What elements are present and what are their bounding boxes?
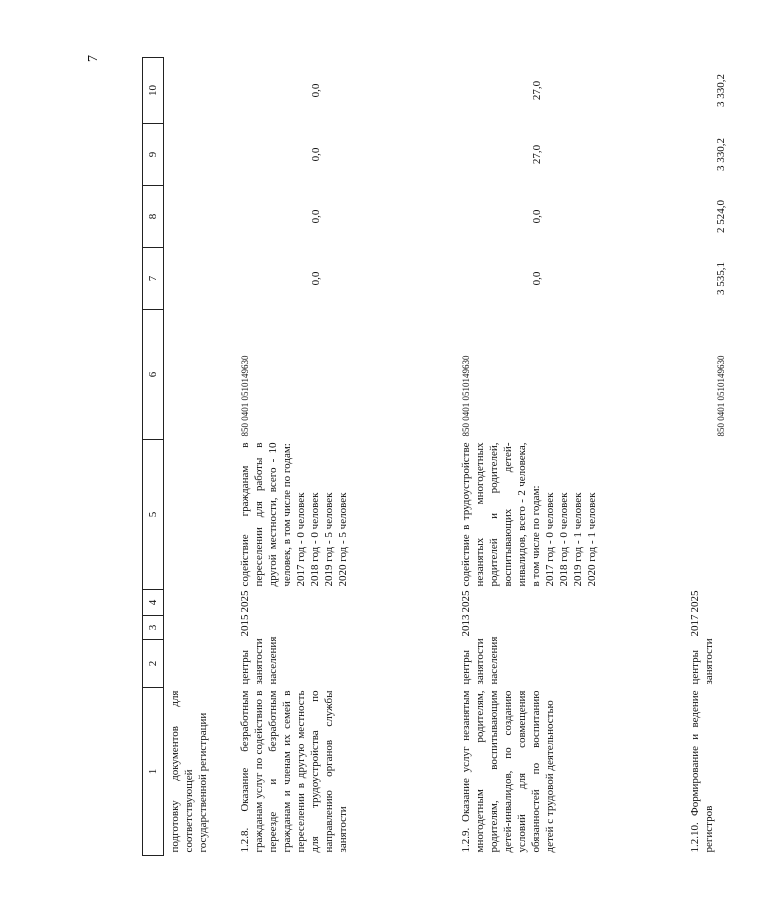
table-row bbox=[684, 58, 780, 856]
column-header: 6 bbox=[143, 310, 164, 440]
activity-name-cell: 1.2.8. Оказание безработным гражданам услуг по содействию в переезде и безработным гражданам и членам их семей в переселении в другую местность для трудоустройства по направлению органов службы занятости bbox=[239, 690, 349, 853]
column-header: 7 bbox=[143, 248, 164, 310]
column-header: 4 bbox=[143, 590, 164, 616]
start-year-cell: 2017 bbox=[689, 614, 701, 637]
amount-cell: 27,0 bbox=[531, 144, 543, 165]
start-year-cell: 2015 bbox=[239, 614, 251, 637]
column-header: 1 bbox=[143, 688, 164, 856]
column-number-header-row bbox=[143, 58, 164, 856]
budget-code-cell: 850 0401 0510149630 bbox=[716, 355, 726, 437]
amount-cell: 27,0 bbox=[531, 80, 543, 101]
amount-cell bbox=[164, 58, 235, 124]
amount-cell: 0,0 bbox=[531, 209, 543, 224]
budget-code-cell: 850 0401 0510149630 bbox=[240, 355, 250, 437]
column-header: 10 bbox=[143, 58, 164, 124]
expected-result-cell bbox=[164, 440, 235, 590]
column-header: 5 bbox=[143, 440, 164, 590]
budget-code-cell: 850 0401 0510149630 bbox=[461, 355, 471, 437]
column-header: 8 bbox=[143, 186, 164, 248]
end-year-cell: 2025 bbox=[460, 590, 472, 613]
executor-cell: центры занятости bbox=[689, 638, 715, 685]
executor-cell: центры занятости населения bbox=[239, 636, 279, 685]
activity-name-cell: подготовку документов для соответствующей государственной регистрации bbox=[169, 690, 209, 853]
expected-result-cell: содействие гражданам в переселении для работы в другой местности, всего - 10 человек, в том числе по годам: 2017 год - 0 человек 2018 год - 0 человек 2019 год - 5 человек 2020 год - 5 человек bbox=[239, 442, 349, 587]
amount-cell: 3 330,2 bbox=[715, 138, 727, 171]
amount-cell: 0,0 bbox=[310, 271, 322, 286]
table-row bbox=[234, 58, 455, 856]
rotated-table-container bbox=[142, 58, 727, 856]
start-year-cell bbox=[164, 616, 235, 640]
expected-result-cell: содействие в трудоустройстве незанятых многодетных родителей и родителей, воспитывающих детей-инвалидов, всего - 2 человека, в том числе по годам: 2017 год - 0 человек 2018 год - 0 человек 2019 год - 1 человек 2020 год - 1 человек bbox=[460, 442, 598, 587]
amount-cell: 0,0 bbox=[310, 147, 322, 162]
amount-cell: 2 524,0 bbox=[715, 200, 727, 233]
amount-cell: 0,0 bbox=[531, 271, 543, 286]
amount-cell bbox=[164, 124, 235, 186]
budget-code-cell bbox=[164, 310, 235, 440]
start-year-cell: 2013 bbox=[460, 614, 472, 637]
program-activities-table bbox=[142, 57, 780, 856]
expected-result-cell bbox=[684, 440, 780, 590]
amount-cell: 3 535,1 bbox=[715, 262, 727, 295]
amount-cell bbox=[164, 186, 235, 248]
table-row bbox=[455, 58, 684, 856]
end-year-cell: 2025 bbox=[239, 590, 251, 613]
amount-cell: 0,0 bbox=[310, 83, 322, 98]
amount-cell: 3 330,2 bbox=[715, 74, 727, 107]
executor-cell bbox=[164, 640, 235, 688]
activity-name-cell: 1.2.10. Формирование и ведение регистров bbox=[689, 690, 715, 853]
amount-cell: 0,0 bbox=[310, 209, 322, 224]
executor-cell: центры занятости населения bbox=[460, 636, 500, 685]
page-number: 7 bbox=[86, 55, 101, 62]
column-header: 3 bbox=[143, 616, 164, 640]
column-header: 2 bbox=[143, 640, 164, 688]
activity-name-cell: 1.2.9. Оказание услуг незанятым многодетным родителям, родителям, воспитывающим детей-инвалидов, по созданию условий для совмещения обязанностей по воспитанию детей с трудовой деятельностью bbox=[460, 690, 556, 853]
end-year-cell bbox=[164, 590, 235, 616]
column-header: 9 bbox=[143, 124, 164, 186]
end-year-cell: 2025 bbox=[689, 590, 701, 613]
amount-cell bbox=[164, 248, 235, 310]
table-row bbox=[164, 58, 235, 856]
